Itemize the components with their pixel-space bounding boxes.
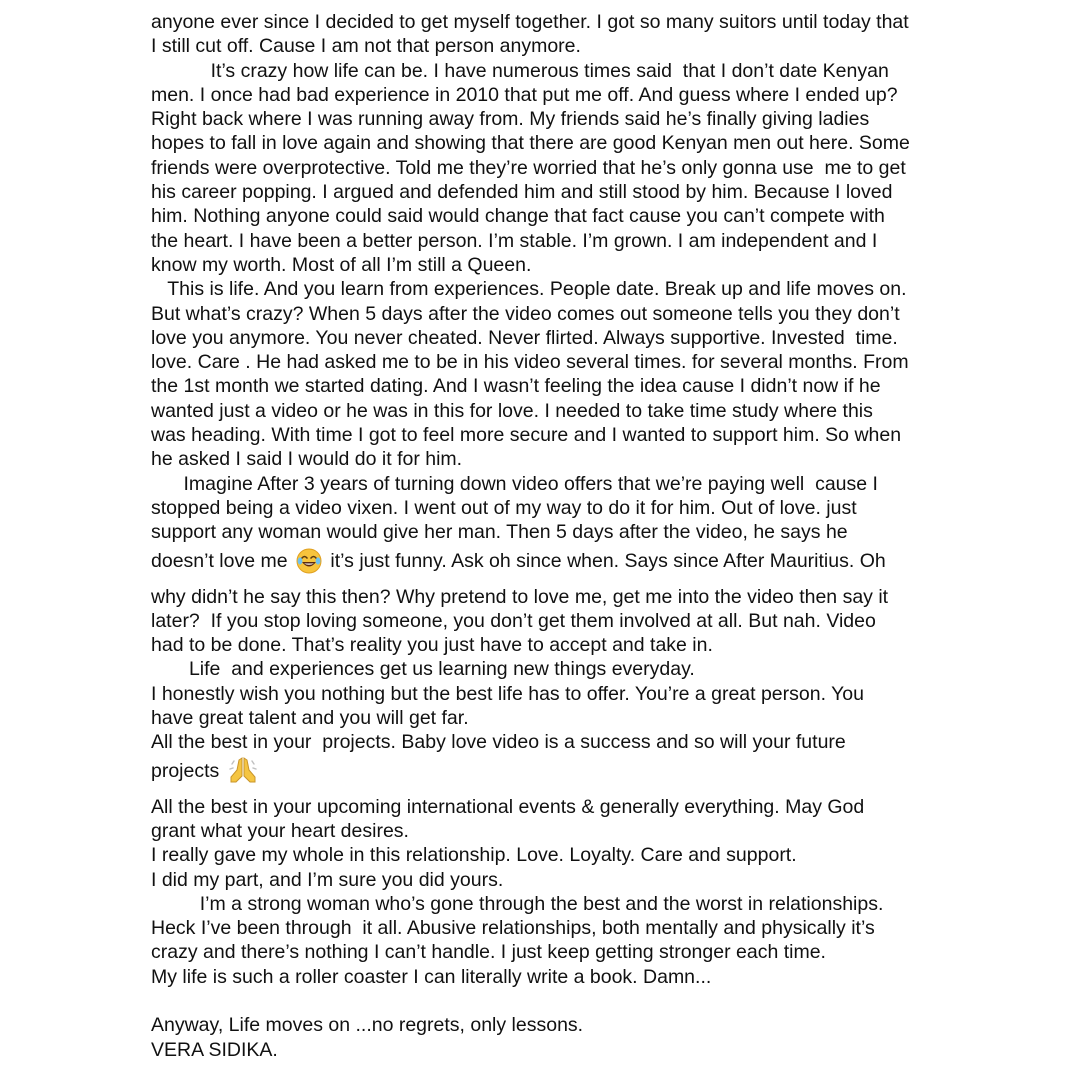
text-line: had to be done. That’s reality you just have to accept and take in. xyxy=(151,634,713,657)
text-line: Imagine After 3 years of turning down video offers that we’re paying well cause I xyxy=(151,472,878,495)
text-line: know my worth. Most of all I’m still a Queen. xyxy=(151,253,532,276)
closing-line: Anyway, Life moves on ...no regrets, only lessons. xyxy=(151,1014,584,1037)
text-segment: doesn’t love me xyxy=(151,549,293,572)
text-segment: projects xyxy=(151,759,225,782)
text-line: the 1st month we started dating. And I wasn’t feeling the idea cause I didn’t now if he xyxy=(151,375,881,398)
text-line: But what’s crazy? When 5 days after the video comes out someone tells you they don’t xyxy=(151,302,900,325)
text-line: him. Nothing anyone could said would change that fact cause you can’t compete with xyxy=(151,205,885,228)
text-line: grant what your heart desires. xyxy=(151,819,409,842)
text-line: he asked I said I would do it for him. xyxy=(151,448,463,471)
text-line-with-emoji xyxy=(151,545,971,585)
text-line: All the best in your projects. Baby love video is a success and so will your future xyxy=(151,731,846,754)
statement-document xyxy=(151,10,971,1062)
text-line: his career popping. I argued and defended him and still stood by him. Because I loved xyxy=(151,181,893,204)
text-line: crazy and there’s nothing I can’t handle. I just keep getting stronger each time. xyxy=(151,941,826,964)
text-line: why didn’t he say this then? Why pretend to love me, get me into the video then say it xyxy=(151,585,889,608)
text-line: I really gave my whole in this relationship. Love. Loyalty. Care and support. xyxy=(151,844,797,867)
text-line: stopped being a video vixen. I went out of my way to do it for him. Out of love. just xyxy=(151,496,857,519)
text-line: It’s crazy how life can be. I have numerous times said that I don’t date Kenyan xyxy=(151,59,889,82)
text-line: All the best in your upcoming international events & generally everything. May God xyxy=(151,795,865,818)
text-line: I honestly wish you nothing but the best life has to offer. You’re a great person. You xyxy=(151,682,864,705)
text-line: I’m a strong woman who’s gone through the best and the worst in relationships. xyxy=(151,892,884,915)
text-line: have great talent and you will get far. xyxy=(151,707,469,730)
text-line: support any woman would give her man. Then 5 days after the video, he says he xyxy=(151,521,848,544)
signature: VERA SIDIKA. xyxy=(151,1038,278,1061)
text-line-with-emoji xyxy=(151,755,971,795)
text-line: Right back where I was running away from. My friends said he’s finally giving ladies xyxy=(151,108,870,131)
text-line: friends were overprotective. Told me they’re worried that he’s only gonna use me to get xyxy=(151,156,906,179)
text-line: later? If you stop loving someone, you don’t get them involved at all. But nah. Video xyxy=(151,609,876,632)
text-line: I did my part, and I’m sure you did yours. xyxy=(151,868,504,891)
text-line: men. I once had bad experience in 2010 that put me off. And guess where I ended up? xyxy=(151,83,898,106)
face-with-tears-of-joy-icon xyxy=(296,548,322,585)
text-line: was heading. With time I got to feel more secure and I wanted to support him. So when xyxy=(151,424,902,447)
text-line: Life and experiences get us learning new things everyday. xyxy=(151,658,695,681)
text-line: the heart. I have been a better person. I’m stable. I’m grown. I am independent and I xyxy=(151,229,878,252)
text-line: love. Care . He had asked me to be in his video several times. for several months. From xyxy=(151,351,909,374)
text-line: My life is such a roller coaster I can literally write a book. Damn... xyxy=(151,965,712,988)
paragraph-spacer xyxy=(151,989,971,1013)
text-line: love you anymore. You never cheated. Never flirted. Always supportive. Invested time. xyxy=(151,326,898,349)
text-line: This is life. And you learn from experiences. People date. Break up and life moves on. xyxy=(151,278,907,301)
text-line: anyone ever since I decided to get myself together. I got so many suitors until today that xyxy=(151,11,909,33)
text-line: wanted just a video or he was in this for love. I needed to take time study where this xyxy=(151,399,873,422)
text-segment: it’s just funny. Ask oh since when. Says since After Mauritius. Oh xyxy=(325,549,886,572)
folded-hands-icon xyxy=(228,756,258,795)
text-line: I still cut off. Cause I am not that person anymore. xyxy=(151,35,581,58)
text-line: Heck I’ve been through it all. Abusive relationships, both mentally and physically it’s xyxy=(151,917,875,940)
text-line: hopes to fall in love again and showing that there are good Kenyan men out here. Some xyxy=(151,132,910,155)
